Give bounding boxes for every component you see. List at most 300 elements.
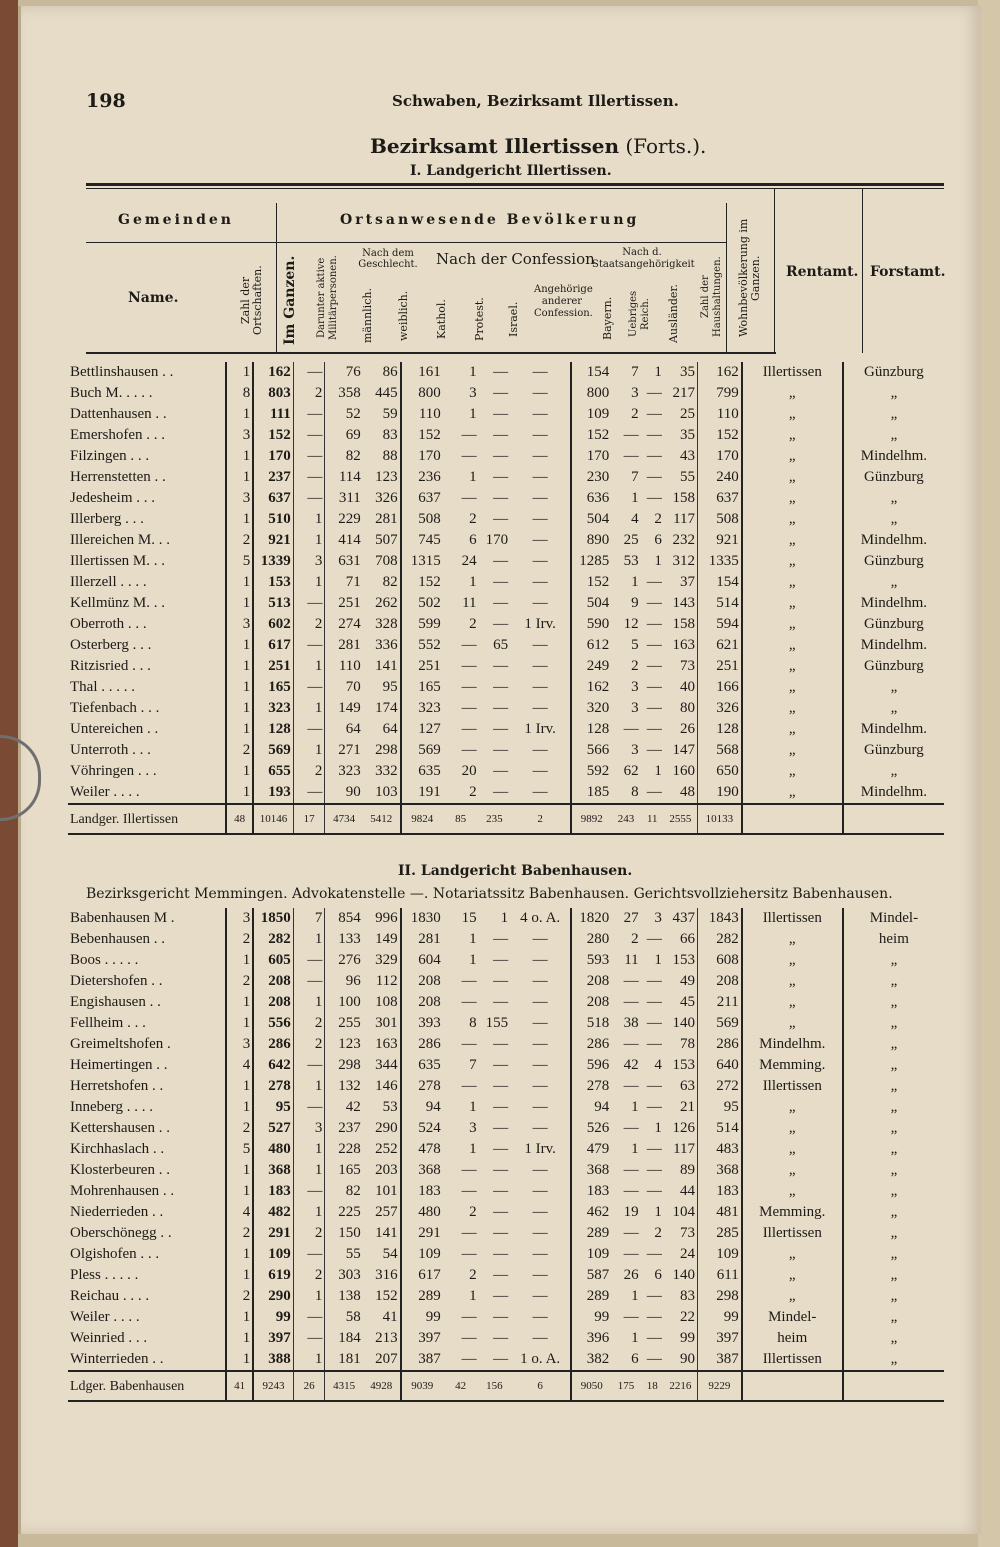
cell-militaer: —: [293, 1055, 325, 1076]
cell-israel: —: [493, 553, 509, 569]
cell-kathol: 94: [401, 1097, 443, 1118]
cell-militaer: 2: [293, 1265, 325, 1286]
cell-wohnbev: 514: [698, 1118, 742, 1139]
cell-maennlich: 71: [325, 572, 363, 593]
cell-auslaender: 1: [654, 952, 662, 968]
table-row: [68, 1286, 944, 1307]
cell-haushaltungen: 24: [680, 1246, 696, 1262]
cell-protest: —: [461, 1225, 477, 1241]
cell-im-ganzen: 569: [253, 740, 293, 761]
cell-ortschaften: 2: [226, 1223, 253, 1244]
cell-andere: —: [532, 763, 548, 779]
cell-wohnbev: 272: [698, 1076, 742, 1097]
table-row: [68, 425, 944, 446]
sum-weiblich: 5412: [363, 804, 401, 834]
cell-militaer: 1: [293, 572, 325, 593]
cell-bayern: 368: [571, 1160, 611, 1181]
cell-reich: 7: [631, 469, 639, 485]
cell-weiblich: 59: [382, 406, 398, 422]
table-row: [68, 1181, 944, 1202]
cell-forstamt: „: [843, 992, 944, 1013]
cell-israel: —: [493, 490, 509, 506]
cell-andere: —: [532, 511, 548, 527]
cell-forstamt: Günzburg: [843, 551, 944, 572]
header-rule-top2: [86, 188, 944, 189]
cell-wohnbev: 285: [698, 1223, 742, 1244]
sum-reich: 243: [611, 804, 640, 834]
cell-forstamt: „: [843, 1097, 944, 1118]
cell-weiblich: 83: [382, 427, 398, 443]
cell-maennlich: 303: [325, 1265, 363, 1286]
cell-haushaltungen: 90: [680, 1351, 696, 1367]
cell-ortschaften: 1: [226, 1181, 253, 1202]
cell-name: Kettershausen . .: [70, 1120, 170, 1136]
cell-israel: 1: [500, 910, 509, 926]
sum-forstamt: [843, 1371, 944, 1401]
cell-rentamt: „: [742, 404, 843, 425]
cell-israel: —: [493, 784, 509, 800]
cell-im-ganzen: 237: [253, 467, 293, 488]
cell-wohnbev: 128: [698, 719, 742, 740]
cell-forstamt: „: [843, 1265, 944, 1286]
cell-haushaltungen: 312: [672, 553, 696, 569]
sum-protest: 85: [443, 804, 479, 834]
cell-auslaender: —: [646, 616, 662, 632]
cell-name: Buch M. . . . .: [70, 385, 153, 401]
cell-militaer: 1: [293, 656, 325, 677]
cell-reich: 38: [623, 1015, 639, 1031]
cell-andere: 1 Irv.: [524, 721, 556, 737]
cell-israel: —: [493, 1078, 509, 1094]
cell-protest: —: [461, 742, 477, 758]
sum-protest: 42: [443, 1371, 479, 1401]
cell-reich: 9: [631, 595, 639, 611]
cell-andere: —: [532, 595, 548, 611]
cell-maennlich: 854: [325, 908, 363, 929]
cell-name: Fellheim . . .: [70, 1015, 146, 1031]
cell-kathol: 236: [401, 467, 443, 488]
cell-forstamt: „: [843, 1307, 944, 1328]
cell-forstamt: „: [843, 1244, 944, 1265]
cell-name: Klosterbeuren . .: [70, 1162, 170, 1178]
cell-forstamt: Günzburg: [843, 656, 944, 677]
cell-protest: —: [461, 1078, 477, 1094]
table-row: [68, 929, 944, 950]
cell-rentamt: „: [742, 1118, 843, 1139]
cell-reich: —: [623, 1183, 639, 1199]
cell-im-ganzen: 193: [253, 782, 293, 804]
cell-bayern: 504: [571, 509, 611, 530]
cell-forstamt: Mindel-: [843, 908, 944, 929]
table-row: [68, 782, 944, 804]
cell-israel: —: [493, 1162, 509, 1178]
cell-wohnbev: 387: [698, 1349, 742, 1371]
cell-auslaender: —: [646, 490, 662, 506]
cell-name: Greimeltshofen .: [70, 1036, 171, 1052]
cell-ortschaften: 1: [226, 509, 253, 530]
cell-bayern: 479: [571, 1139, 611, 1160]
cell-auslaender: —: [646, 658, 662, 674]
cell-haushaltungen: 153: [672, 952, 696, 968]
cell-haushaltungen: 37: [680, 574, 696, 590]
table-row: [68, 362, 944, 383]
cell-militaer: —: [293, 1328, 325, 1349]
cell-maennlich: 311: [325, 488, 363, 509]
cell-protest: 1: [469, 574, 477, 590]
cell-bayern: 128: [571, 719, 611, 740]
cell-haushaltungen: 40: [680, 679, 696, 695]
cell-andere: —: [532, 1204, 548, 1220]
cell-israel: —: [493, 952, 509, 968]
cell-wohnbev: 162: [698, 362, 742, 383]
cell-protest: —: [461, 973, 477, 989]
cell-kathol: 161: [401, 362, 443, 383]
cell-maennlich: 58: [325, 1307, 363, 1328]
cell-haushaltungen: 55: [680, 469, 696, 485]
cell-im-ganzen: 803: [253, 383, 293, 404]
cell-forstamt: Günzburg: [843, 362, 944, 383]
cell-forstamt: Mindelhm.: [843, 530, 944, 551]
cell-protest: 11: [462, 595, 477, 611]
cell-bayern: 590: [571, 614, 611, 635]
cell-rentamt: Illertissen: [742, 1349, 843, 1371]
cell-auslaender: —: [646, 1036, 662, 1052]
cell-militaer: —: [293, 719, 325, 740]
header-vrule: [276, 203, 277, 353]
cell-weiblich: 141: [375, 658, 398, 674]
sum-auslaender: 11: [641, 804, 664, 834]
cell-maennlich: 149: [325, 698, 363, 719]
cell-kathol: 397: [401, 1328, 443, 1349]
cell-andere: 1 Irv.: [524, 616, 556, 632]
cell-rentamt: „: [742, 1265, 843, 1286]
cell-name: Osterberg . . .: [70, 637, 152, 653]
cell-kathol: 110: [401, 404, 443, 425]
cell-maennlich: 82: [325, 1181, 363, 1202]
cell-protest: 8: [469, 1015, 477, 1031]
table-row: [68, 656, 944, 677]
cell-andere: —: [532, 931, 548, 947]
cell-wohnbev: 240: [698, 467, 742, 488]
cell-maennlich: 110: [325, 656, 363, 677]
table-row: [68, 950, 944, 971]
cell-wohnbev: 594: [698, 614, 742, 635]
table-row: [68, 551, 944, 572]
sum-auslaender: 18: [641, 1371, 664, 1401]
cell-name: Weiler . . . .: [70, 1309, 140, 1325]
cell-haushaltungen: 66: [680, 931, 696, 947]
cell-ortschaften: 1: [226, 677, 253, 698]
cell-rentamt: „: [742, 740, 843, 761]
cell-maennlich: 165: [325, 1160, 363, 1181]
cell-militaer: 2: [293, 1034, 325, 1055]
cell-ortschaften: 1: [226, 1265, 253, 1286]
cell-kathol: 1830: [401, 908, 443, 929]
cell-auslaender: —: [646, 637, 662, 653]
cell-im-ganzen: 251: [253, 656, 293, 677]
cell-reich: 26: [623, 1267, 639, 1283]
cell-andere: —: [532, 574, 548, 590]
cell-weiblich: 213: [375, 1330, 398, 1346]
cell-ortschaften: 1: [226, 992, 253, 1013]
cell-militaer: —: [293, 1244, 325, 1265]
cell-maennlich: 82: [325, 446, 363, 467]
table-row: [68, 908, 944, 929]
cell-israel: 155: [485, 1015, 509, 1031]
cell-militaer: 2: [293, 614, 325, 635]
table-row: [68, 1055, 944, 1076]
cell-im-ganzen: 162: [253, 362, 293, 383]
cell-im-ganzen: 278: [253, 1076, 293, 1097]
cell-wohnbev: 799: [698, 383, 742, 404]
header-staat: Nach d. Staatsangehörigkeit: [592, 247, 695, 270]
cell-rentamt: Mindelhm.: [742, 1034, 843, 1055]
cell-forstamt: „: [843, 425, 944, 446]
cell-im-ganzen: 513: [253, 593, 293, 614]
cell-rentamt: „: [742, 698, 843, 719]
cell-bayern: 592: [571, 761, 611, 782]
cell-protest: —: [461, 1309, 477, 1325]
cell-name: Inneberg . . . .: [70, 1099, 154, 1115]
cell-haushaltungen: 49: [680, 973, 696, 989]
cell-weiblich: 146: [375, 1078, 398, 1094]
cell-wohnbev: 397: [698, 1328, 742, 1349]
cell-andere: —: [532, 532, 548, 548]
cell-weiblich: 141: [375, 1225, 398, 1241]
cell-haushaltungen: 26: [680, 721, 696, 737]
cell-militaer: 1: [293, 1349, 325, 1371]
cell-rentamt: Illertissen: [742, 908, 843, 929]
cell-reich: 4: [631, 511, 639, 527]
page-edge: [978, 0, 1000, 1547]
cell-israel: —: [493, 406, 509, 422]
cell-kathol: 208: [401, 971, 443, 992]
cell-ortschaften: 1: [226, 1307, 253, 1328]
cell-im-ganzen: 291: [253, 1223, 293, 1244]
cell-weiblich: 344: [375, 1057, 398, 1073]
cell-ortschaften: 2: [226, 740, 253, 761]
table-row: [68, 1076, 944, 1097]
cell-bayern: 152: [571, 572, 611, 593]
cell-rentamt: „: [742, 719, 843, 740]
cell-im-ganzen: 208: [253, 971, 293, 992]
cell-reich: —: [623, 1246, 639, 1262]
cell-maennlich: 69: [325, 425, 363, 446]
cell-weiblich: 95: [382, 679, 398, 695]
cell-auslaender: —: [646, 1288, 662, 1304]
cell-reich: 19: [623, 1204, 639, 1220]
cell-auslaender: —: [646, 1078, 662, 1094]
header-kathol: Kathol.: [435, 299, 448, 339]
cell-haushaltungen: 117: [673, 1141, 696, 1157]
cell-rentamt: „: [742, 1013, 843, 1034]
cell-bayern: 152: [571, 425, 611, 446]
cell-israel: —: [493, 1183, 509, 1199]
cell-protest: —: [461, 658, 477, 674]
table-row: [68, 1118, 944, 1139]
cell-kathol: 289: [401, 1286, 443, 1307]
cell-kathol: 508: [401, 509, 443, 530]
cell-reich: —: [623, 1162, 639, 1178]
cell-auslaender: —: [646, 679, 662, 695]
cell-reich: 2: [631, 931, 639, 947]
cell-im-ganzen: 95: [253, 1097, 293, 1118]
cell-wohnbev: 298: [698, 1286, 742, 1307]
cell-maennlich: 55: [325, 1244, 363, 1265]
cell-andere: —: [532, 1246, 548, 1262]
header-rule-bottom: [86, 352, 776, 354]
cell-militaer: 1: [293, 530, 325, 551]
cell-maennlich: 237: [325, 1118, 363, 1139]
cell-name: Untereichen . .: [70, 721, 159, 737]
cell-bayern: 1285: [571, 551, 611, 572]
cell-kathol: 165: [401, 677, 443, 698]
cell-maennlich: 76: [325, 362, 363, 383]
header-rule-top: [86, 183, 944, 186]
cell-weiblich: 207: [375, 1351, 398, 1367]
cell-maennlich: 281: [325, 635, 363, 656]
header-protest: Protest.: [473, 297, 486, 341]
cell-haushaltungen: 99: [680, 1330, 696, 1346]
cell-militaer: —: [293, 488, 325, 509]
cell-forstamt: „: [843, 698, 944, 719]
cell-reich: 3: [631, 679, 639, 695]
header-geschlecht: Nach dem Geschlecht.: [358, 248, 418, 270]
cell-ortschaften: 1: [226, 1160, 253, 1181]
cell-kathol: 387: [401, 1349, 443, 1371]
cell-wohnbev: 166: [698, 677, 742, 698]
table-row: [68, 698, 944, 719]
cell-bayern: 109: [571, 404, 611, 425]
cell-rentamt: Memming.: [742, 1202, 843, 1223]
cell-rentamt: „: [742, 1286, 843, 1307]
cell-weiblich: 262: [375, 595, 398, 611]
cell-militaer: 1: [293, 1076, 325, 1097]
table-row: [68, 1328, 944, 1349]
cell-militaer: 1: [293, 740, 325, 761]
cell-name: Dietershofen . .: [70, 973, 163, 989]
cell-protest: 7: [469, 1057, 477, 1073]
section1-title: I. Landgericht Illertissen.: [410, 163, 612, 179]
cell-im-ganzen: 921: [253, 530, 293, 551]
page-title: [370, 134, 706, 158]
cell-militaer: —: [293, 782, 325, 804]
table-row: [68, 1265, 944, 1286]
cell-auslaender: 3: [654, 910, 662, 926]
cell-haushaltungen: 117: [673, 511, 696, 527]
cell-kathol: 251: [401, 656, 443, 677]
cell-reich: 7: [631, 364, 639, 380]
cell-auslaender: —: [646, 931, 662, 947]
cell-im-ganzen: 1850: [253, 908, 293, 929]
cell-militaer: —: [293, 1181, 325, 1202]
cell-militaer: —: [293, 950, 325, 971]
cell-reich: 8: [631, 784, 639, 800]
cell-ortschaften: 1: [226, 782, 253, 804]
sum-andere: 2: [510, 804, 571, 834]
cell-weiblich: 336: [375, 637, 398, 653]
cell-name: Filzingen . . .: [70, 448, 150, 464]
cell-haushaltungen: 232: [672, 532, 696, 548]
cell-bayern: 109: [571, 1244, 611, 1265]
cell-haushaltungen: 73: [680, 1225, 696, 1241]
sum-kathol: 9039: [401, 1371, 443, 1401]
cell-andere: —: [532, 658, 548, 674]
cell-maennlich: 150: [325, 1223, 363, 1244]
cell-israel: —: [493, 616, 509, 632]
page-number: 198: [86, 90, 126, 112]
cell-bayern: 593: [571, 950, 611, 971]
cell-rentamt: „: [742, 656, 843, 677]
cell-bayern: 289: [571, 1286, 611, 1307]
cell-name: Tiefenbach . . .: [70, 700, 160, 716]
cell-andere: —: [532, 1036, 548, 1052]
cell-bayern: 396: [571, 1328, 611, 1349]
sum-ortschaften: 48: [226, 804, 253, 834]
cell-militaer: 2: [293, 1013, 325, 1034]
cell-rentamt: „: [742, 530, 843, 551]
table-row: [68, 1013, 944, 1034]
cell-haushaltungen: 45: [680, 994, 696, 1010]
cell-andere: —: [532, 1162, 548, 1178]
cell-wohnbev: 650: [698, 761, 742, 782]
cell-reich: 42: [623, 1057, 639, 1073]
sum-israel: 235: [479, 804, 511, 834]
cell-reich: 2: [631, 658, 639, 674]
cell-bayern: 504: [571, 593, 611, 614]
sum-reich: 175: [611, 1371, 640, 1401]
cell-auslaender: —: [646, 742, 662, 758]
cell-protest: 15: [461, 910, 477, 926]
sum-haushaltungen: 2216: [664, 1371, 698, 1401]
cell-andere: —: [532, 1183, 548, 1199]
cell-andere: —: [532, 1225, 548, 1241]
header-vrule: [862, 189, 863, 353]
cell-ortschaften: 2: [226, 1118, 253, 1139]
cell-forstamt: „: [843, 950, 944, 971]
cell-name: Heimertingen . .: [70, 1057, 168, 1073]
cell-kathol: 323: [401, 698, 443, 719]
cell-protest: —: [461, 679, 477, 695]
cell-weiblich: 329: [375, 952, 398, 968]
cell-israel: —: [493, 742, 509, 758]
cell-rentamt: „: [742, 446, 843, 467]
cell-ortschaften: 1: [226, 1349, 253, 1371]
cell-weiblich: 301: [375, 1015, 398, 1031]
cell-haushaltungen: 83: [680, 1288, 696, 1304]
cell-ortschaften: 1: [226, 1097, 253, 1118]
cell-name: Weiler . . . .: [70, 784, 140, 800]
cell-wohnbev: 640: [698, 1055, 742, 1076]
cell-rentamt: Memming.: [742, 1055, 843, 1076]
cell-im-ganzen: 617: [253, 635, 293, 656]
cell-protest: 2: [469, 1204, 477, 1220]
sum-im-ganzen: 9243: [253, 1371, 293, 1401]
cell-maennlich: 414: [325, 530, 363, 551]
cell-auslaender: —: [646, 406, 662, 422]
cell-israel: 65: [493, 637, 509, 653]
header-rentamt: Rentamt.: [786, 264, 859, 280]
cell-auslaender: 4: [654, 1057, 662, 1073]
cell-ortschaften: 3: [226, 1034, 253, 1055]
cell-wohnbev: 110: [698, 404, 742, 425]
cell-wohnbev: 1843: [698, 908, 742, 929]
cell-andere: —: [532, 637, 548, 653]
cell-ortschaften: 8: [226, 383, 253, 404]
cell-forstamt: Mindelhm.: [843, 635, 944, 656]
cell-auslaender: 1: [654, 1204, 662, 1220]
cell-auslaender: —: [646, 469, 662, 485]
